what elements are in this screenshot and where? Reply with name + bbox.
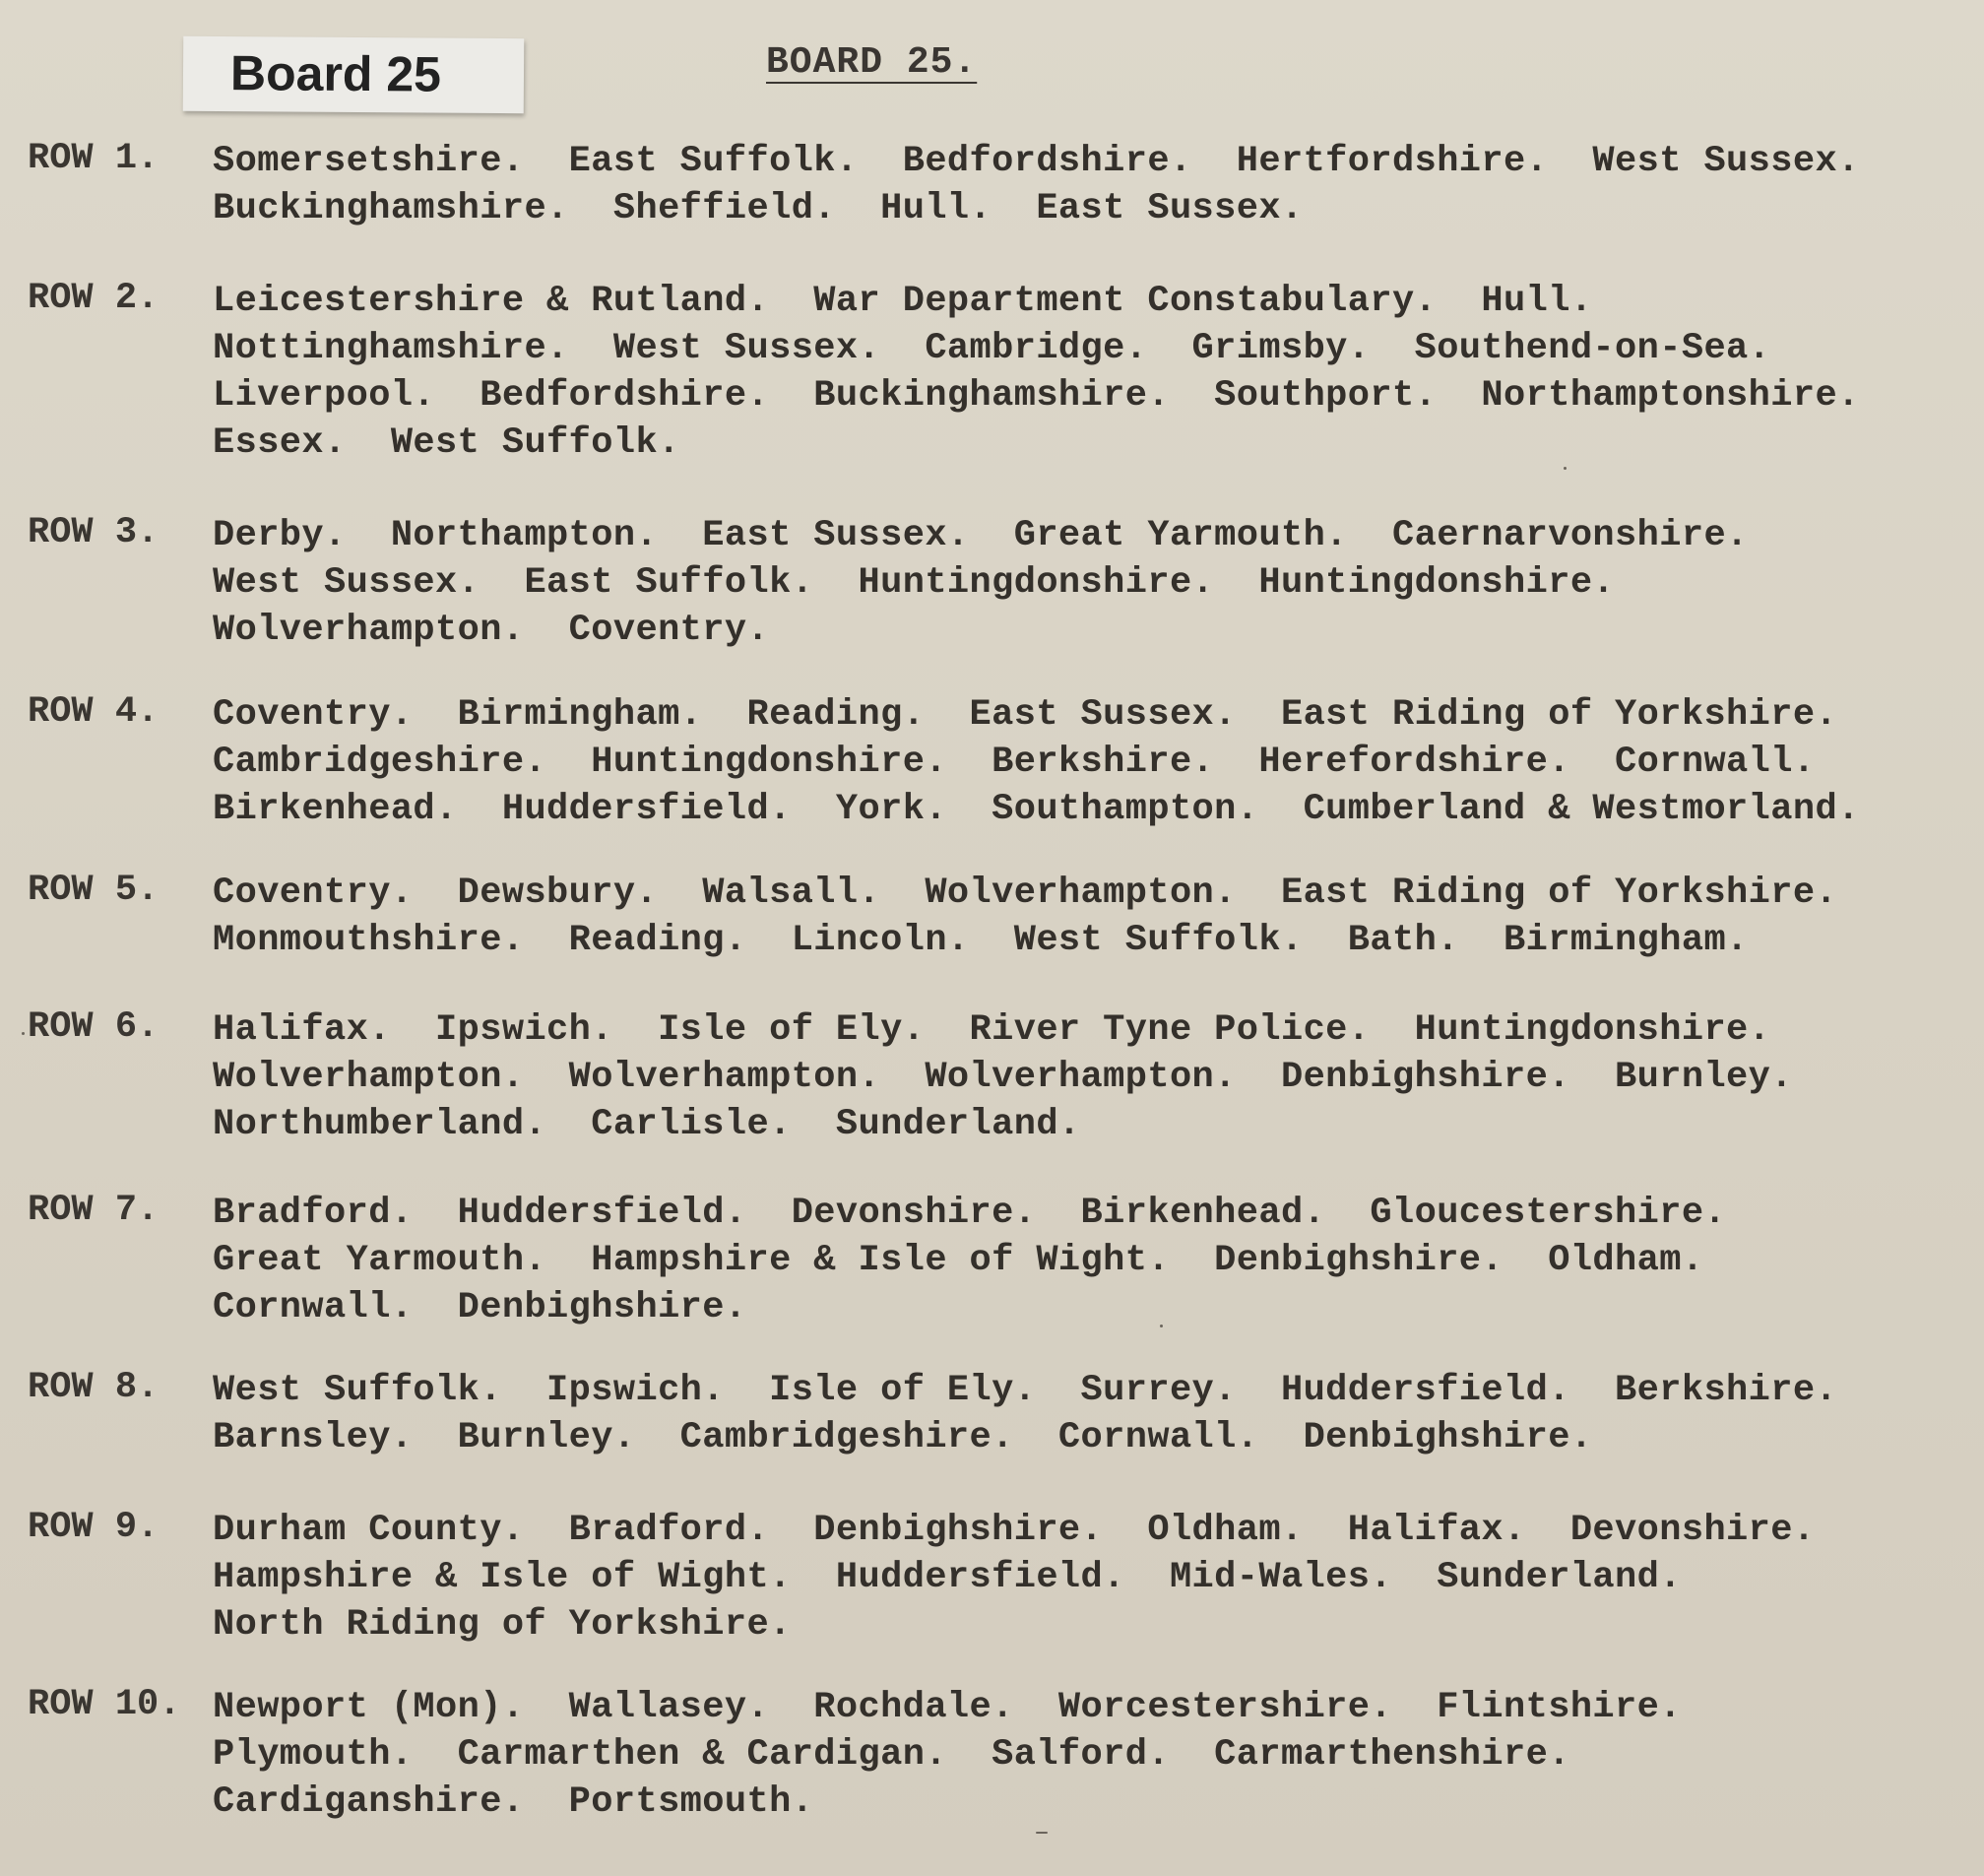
row-entries [213,1507,1815,1649]
row-entries [213,1190,1726,1331]
row-line: Great Yarmouth. Hampshire & Isle of Wight. Denbighshire. Oldham. [213,1240,1704,1281]
row-line: Monmouthshire. Reading. Lincoln. West Suffolk. Bath. Birmingham. [213,920,1749,961]
board-label-sticker [183,36,525,113]
paper-speck [1036,1832,1048,1834]
row-line: Cornwall. Denbighshire. [213,1287,747,1328]
row-line: Coventry. Birmingham. Reading. East Sussex. East Riding of Yorkshire. [213,694,1838,736]
row-line: Durham County. Bradford. Denbighshire. Oldham. Halifax. Devonshire. [213,1510,1816,1551]
row-entries [213,278,1860,467]
row-entries [213,1006,1793,1148]
row-line: Birkenhead. Huddersfield. York. Southampton. Cumberland & Westmorland. [213,789,1860,830]
row-label: ROW 2. [28,278,160,319]
row-line: Cardiganshire. Portsmouth. [213,1781,814,1823]
row-line: Buckinghamshire. Sheffield. Hull. East Sussex. [213,188,1304,229]
row-line: Leicestershire & Rutland. War Department Constabulary. Hull. [213,281,1593,322]
paper-speck [22,1032,25,1035]
row-line: Barnsley. Burnley. Cambridgeshire. Cornwall. Denbighshire. [213,1417,1593,1458]
row-line: Wolverhampton. Coventry. [213,610,770,651]
paper-speck [1564,467,1567,470]
row-line: Plymouth. Carmarthen & Cardigan. Salford. Carmarthenshire. [213,1734,1570,1776]
row-line: Somersetshire. East Suffolk. Bedfordshire. Hertfordshire. West Sussex. [213,141,1860,182]
row-line: Coventry. Dewsbury. Walsall. Wolverhampton. East Riding of Yorkshire. [213,873,1838,914]
row-label: ROW 1. [28,138,160,179]
row-line: North Riding of Yorkshire. [213,1604,792,1646]
row-label: ROW 10. [28,1684,181,1725]
row-line: Cambridgeshire. Huntingdonshire. Berkshire. Herefordshire. Cornwall. [213,742,1816,783]
row-line: West Sussex. East Suffolk. Huntingdonshire. Huntingdonshire. [213,562,1616,604]
row-line: Newport (Mon). Wallasey. Rochdale. Worcestershire. Flintshire. [213,1687,1682,1728]
row-entries [213,1684,1682,1826]
row-entries [213,870,1837,964]
row-label: ROW 3. [28,512,160,553]
row-entries [213,691,1860,833]
typed-board-title: BOARD 25. [766,41,978,84]
row-entries [213,1367,1837,1461]
row-line: Halifax. Ipswich. Isle of Ely. River Tyne Police. Huntingdonshire. [213,1009,1771,1051]
row-line: Wolverhampton. Wolverhampton. Wolverhampton. Denbighshire. Burnley. [213,1057,1793,1098]
row-line: Northumberland. Carlisle. Sunderland. [213,1104,1081,1145]
row-line: Essex. West Suffolk. [213,422,680,464]
row-label: ROW 8. [28,1367,160,1408]
board-label-text: Board 25 [229,45,442,102]
row-line: Nottinghamshire. West Sussex. Cambridge. Grimsby. Southend-on-Sea. [213,328,1771,369]
row-line: Derby. Northampton. East Sussex. Great Yarmouth. Caernarvonshire. [213,515,1749,556]
row-entries [213,512,1749,654]
row-entries [213,138,1860,232]
paper-speck [1160,1325,1163,1327]
row-line: Bradford. Huddersfield. Devonshire. Birkenhead. Gloucestershire. [213,1193,1727,1234]
row-line: West Suffolk. Ipswich. Isle of Ely. Surrey. Huddersfield. Berkshire. [213,1370,1838,1411]
row-label: ROW 7. [28,1190,160,1231]
row-line: Hampshire & Isle of Wight. Huddersfield. Mid-Wales. Sunderland. [213,1557,1682,1598]
row-label: ROW 5. [28,870,160,911]
row-line: Liverpool. Bedfordshire. Buckinghamshire. Southport. Northamptonshire. [213,375,1860,417]
row-label: ROW 6. [28,1006,160,1048]
row-label: ROW 9. [28,1507,160,1548]
row-label: ROW 4. [28,691,160,733]
